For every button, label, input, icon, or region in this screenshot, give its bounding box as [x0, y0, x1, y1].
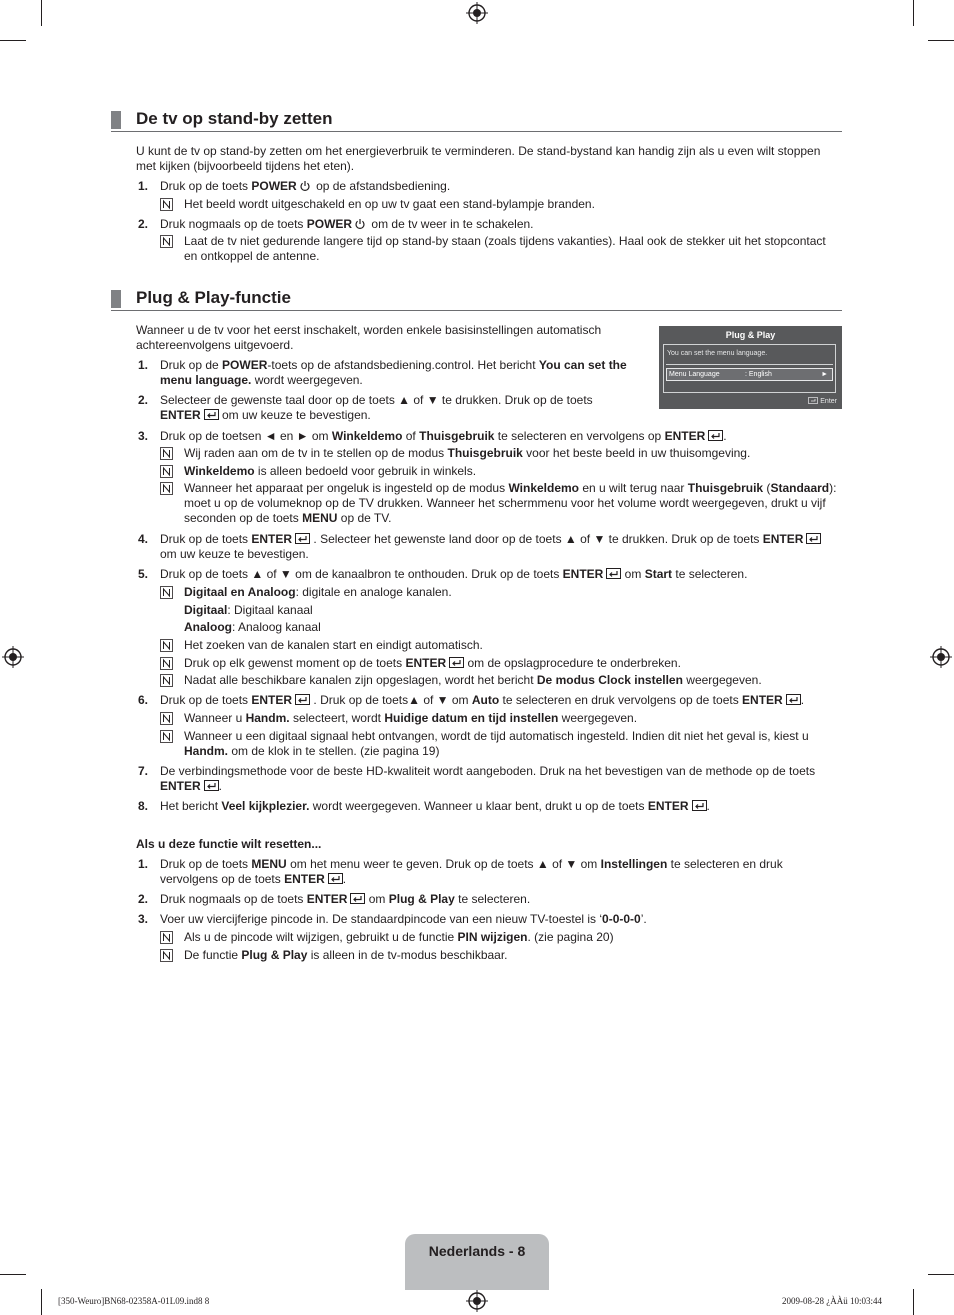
plugplay-step-7 [136, 764, 838, 794]
option-label: Instellingen [600, 857, 668, 871]
key-label: MENU [251, 857, 287, 871]
note-icon [160, 465, 173, 478]
registration-mark-icon [466, 2, 488, 24]
enter-icon [449, 657, 464, 668]
print-slug-left: [350-Weuro]BN68-02358A-01L09.ind8 8 [58, 1296, 210, 1306]
note-text: selecteert, wordt [289, 711, 385, 725]
note-text: : Digitaal kanaal [227, 603, 313, 617]
note-text: om de opslagprocedure te onderbreken. [464, 656, 681, 670]
note-icon [160, 586, 173, 599]
step-text: Selecteer de gewenste taal door op de toets ▲ of ▼ te drukken. Druk op de toets [160, 393, 593, 407]
osd-row-label: Menu Language [669, 371, 720, 378]
crop-mark [913, 0, 914, 26]
osd-box [663, 344, 836, 393]
key-label: ENTER [742, 693, 783, 707]
plugplay-step-6 [136, 693, 838, 708]
note-icon [160, 482, 173, 495]
registration-mark-icon [930, 646, 952, 668]
option-label: Standaard [770, 481, 830, 495]
osd-divider [666, 364, 833, 365]
registration-mark-icon [2, 646, 24, 668]
plugplay-step-4 [136, 532, 838, 562]
note [160, 729, 840, 759]
step-number: 3. [138, 912, 149, 926]
reset-step-3 [136, 912, 838, 927]
key-label: ENTER [251, 532, 293, 546]
plugplay-step-8 [136, 799, 838, 814]
step-text: om [621, 567, 645, 581]
note [160, 930, 840, 945]
enter-icon [708, 430, 723, 441]
registration-mark-icon [466, 1290, 488, 1312]
enter-icon [295, 533, 310, 544]
option-label: Analoog [184, 620, 232, 634]
key-label: ENTER [160, 779, 201, 793]
step-text: te selecteren. [454, 892, 531, 906]
step-text: . Selecteer het gewenste land door op de toets ▲ of ▼ te drukken. Druk op de toets [310, 532, 763, 546]
step-number: 4. [138, 532, 149, 546]
crop-mark [0, 40, 26, 41]
step-number: 2. [138, 217, 149, 231]
note [160, 638, 840, 653]
power-icon [354, 218, 366, 230]
step-number: 6. [138, 693, 149, 707]
step-number: 7. [138, 764, 149, 778]
enter-icon [328, 873, 343, 884]
crop-mark [928, 40, 954, 41]
key-label: ENTER [251, 693, 293, 707]
step-text: -toets op de afstandsbediening.control. Het bericht [267, 358, 539, 372]
step-text: of [402, 429, 420, 443]
message-label: You can set the menu language. [160, 358, 627, 387]
step-text: . [218, 779, 223, 793]
note-text: Als u de pincode wilt wijzigen, gebruikt u de functie [184, 930, 458, 944]
note-text: weergegeven. [558, 711, 638, 725]
option-label: Thuisgebruik [447, 446, 523, 460]
step-text: . [800, 693, 805, 707]
step-text: wordt weergegeven. [251, 373, 363, 387]
osd-title: Plug & Play [725, 330, 776, 340]
crop-mark [41, 1289, 42, 1315]
note-icon [160, 931, 173, 944]
plug-and-play-screen [659, 326, 842, 409]
step-text: . Druk op de toets▲ of ▼ om [310, 693, 472, 707]
step-text: te selecteren en druk vervolgens op de toets [499, 693, 743, 707]
step-text: Druk op de toets [160, 179, 252, 193]
section-title: De tv op stand-by zetten [136, 109, 333, 128]
note-text: voor het beste beeld in uw thuisomgeving. [522, 446, 751, 460]
osd-footer [808, 397, 837, 406]
option-label: Thuisgebruik [687, 481, 764, 495]
note-text: weergegeven. [682, 673, 762, 687]
enter-icon [350, 893, 365, 904]
section-plugplay-header [111, 288, 842, 311]
key-label: ENTER [664, 429, 706, 443]
option-label: Digitaal en Analoog [184, 585, 296, 599]
step-text: wordt weergegeven. Wanneer u klaar bent, drukt u op de toets [309, 799, 648, 813]
crop-mark [913, 1289, 914, 1315]
option-label: Handm. [245, 711, 290, 725]
note-text: Wij raden aan om de tv in te stellen op de modus [184, 446, 448, 460]
note-icon [160, 657, 173, 670]
enter-icon [692, 800, 707, 811]
osd-footer-label: Enter [820, 398, 837, 405]
step-text: Druk op de toets ▲ of ▼ om de kanaalbron te onthouden. Druk op de toets [160, 567, 563, 581]
note-icon [160, 949, 173, 962]
option-label: Winkeldemo [508, 481, 580, 495]
reset-heading: Als u deze functie wilt resetten... [136, 837, 322, 851]
step-text: om uw keuze te bevestigen. [218, 408, 371, 422]
step-text: Druk op de toets [160, 532, 252, 546]
enter-icon [606, 568, 621, 579]
message-label: Veel kijkplezier. [221, 799, 310, 813]
step-text: om uw keuze te bevestigen. [160, 547, 309, 561]
pin-value: 0-0-0-0 [602, 912, 641, 926]
note-icon [160, 730, 173, 743]
note-text: Het zoeken van de kanalen start en eindigt automatisch. [184, 638, 483, 652]
note-icon [160, 674, 173, 687]
step-text: te selecteren en druk vervolgens op de toets [160, 857, 783, 886]
note [160, 585, 840, 600]
note-text: Wanneer u een digitaal signaal hebt ontvangen, wordt de tijd automatisch ingesteld. Indien dit niet het geval is, kiest u [184, 729, 809, 743]
enter-icon [806, 533, 821, 544]
note-text: Wanneer u [184, 711, 246, 725]
message-label: Huidige datum en tijd instellen [384, 711, 559, 725]
step-text: te selecteren. [672, 567, 748, 581]
note [160, 673, 840, 688]
power-key-label: POWER [251, 179, 297, 193]
section-standby-header [111, 109, 842, 132]
note-text: : digitale en analoge kanalen. [295, 585, 452, 599]
option-label: Handm. [184, 744, 229, 758]
step-text: De verbindingsmethode voor de beste HD-kwaliteit wordt aangeboden. Druk na het bevestigen van de methode op de toets [160, 764, 816, 778]
key-label: ENTER [160, 408, 201, 422]
option-label: PIN wijzigen [457, 930, 528, 944]
standby-intro: U kunt de tv op stand-by zetten om het energieverbruik te verminderen. De stand-bystand kan handig zijn als u even wilt stoppen met kijken (bijvoorbeeld tijdens het eten). [136, 144, 821, 173]
option-label: Plug & Play [388, 892, 455, 906]
note-icon [160, 447, 173, 460]
power-key-label: POWER [306, 217, 353, 231]
note-text: . (zie pagina 20) [527, 930, 614, 944]
power-icon [299, 180, 311, 192]
step-text: te selecteren en vervolgens op [494, 429, 665, 443]
step-number: 1. [138, 358, 149, 372]
key-label: ENTER [405, 656, 447, 670]
page-number-label: Nederlands - 8 [428, 1243, 526, 1259]
step-text: . [342, 872, 347, 886]
step-text: . [706, 799, 710, 813]
option-label: Start [644, 567, 673, 581]
enter-icon [786, 694, 801, 705]
section-bar [111, 111, 121, 129]
note [160, 234, 840, 264]
page-number-tab [405, 1234, 549, 1290]
note [160, 711, 840, 726]
enter-icon [204, 780, 219, 791]
reset-step-1 [136, 857, 838, 887]
note [160, 948, 840, 963]
key-label: ENTER [284, 872, 325, 886]
section-bar [111, 290, 121, 308]
note-text: De functie [184, 948, 242, 962]
step-text: . [723, 429, 727, 443]
option-label: Digitaal [184, 603, 228, 617]
note-text: en u wilt terug naar [579, 481, 688, 495]
enter-icon [295, 694, 310, 705]
enter-icon [204, 409, 219, 420]
option-label: Winkeldemo [331, 429, 403, 443]
step-text: Het bericht [160, 799, 222, 813]
note-text: : Analoog kanaal [232, 620, 321, 634]
note-text: Wanneer het apparaat per ongeluk is ingesteld op de modus [184, 481, 509, 495]
key-label: ENTER [306, 892, 348, 906]
option-label: Plug & Play [241, 948, 308, 962]
step-number: 1. [138, 179, 149, 193]
step-text: om [365, 892, 389, 906]
crop-mark [41, 0, 42, 26]
note-text: Het beeld wordt uitgeschakeld en op uw tv gaat een stand-bylampje branden. [184, 197, 595, 211]
enter-icon [808, 397, 818, 404]
note-icon [160, 198, 173, 211]
step-text: op de afstandsbediening. [312, 179, 451, 193]
step-text: om het menu weer te geven. Druk op de toets ▲ of ▼ om [286, 857, 601, 871]
step-text: om de tv weer in te schakelen. [368, 217, 534, 231]
step-text: Druk op de toets [160, 857, 252, 871]
osd-row-value: : English [745, 371, 772, 378]
step-text: Druk nogmaals op de toets [160, 892, 307, 906]
menu-language-row[interactable] [666, 368, 833, 381]
option-label: Thuisgebruik [419, 429, 495, 443]
section-title: Plug & Play-functie [136, 288, 291, 307]
key-label: MENU [302, 511, 338, 525]
note-icon [160, 235, 173, 248]
reset-step-2 [136, 892, 838, 907]
key-label: ENTER [562, 567, 604, 581]
option-label: Winkeldemo [184, 464, 255, 478]
standby-step-2 [136, 217, 838, 232]
step-number: 5. [138, 567, 149, 581]
step-text: Druk op de [160, 358, 223, 372]
step-text: Druk op de toets [160, 693, 252, 707]
crop-mark [928, 1274, 954, 1275]
note-text: op de TV. [337, 511, 392, 525]
note-text: Laat de tv niet gedurende langere tijd op stand-by staan (zoals tijdens vakanties). Haal ook de stekker uit het stopcontact en ontkoppel de antenne. [184, 234, 826, 263]
plugplay-step-2 [136, 393, 636, 423]
chevron-right-icon: ► [821, 371, 828, 378]
key-label: POWER [222, 358, 268, 372]
step-text: Voer uw viercijferige pincode in. De standaardpincode van een nieuw TV-toestel is ‘ [160, 912, 603, 926]
note-text: is alleen bedoeld voor gebruik in winkels. [254, 464, 477, 478]
step-text: Druk nogmaals op de toets [160, 217, 307, 231]
sub-item [184, 603, 313, 618]
note-text: is alleen in de tv-modus beschikbaar. [307, 948, 508, 962]
crop-mark [0, 1274, 26, 1275]
note [160, 464, 840, 479]
option-label: Auto [471, 693, 500, 707]
plugplay-step-3 [136, 429, 838, 444]
message-label: De modus Clock instellen [536, 673, 683, 687]
step-text: Druk op de toetsen ◄ en ► om [160, 429, 332, 443]
step-number: 2. [138, 393, 149, 407]
key-label: ENTER [762, 532, 804, 546]
step-number: 8. [138, 799, 149, 813]
standby-step-1 [136, 179, 838, 194]
osd-message: You can set the menu language. [667, 350, 768, 357]
note-text: ( [763, 481, 771, 495]
key-label: ENTER [647, 799, 689, 813]
note [160, 197, 840, 212]
plugplay-intro: Wanneer u de tv voor het eerst inschakelt, worden enkele basisinstellingen automatisch achtereenvolgens uitgevoerd. [136, 323, 602, 352]
note-text: Nadat alle beschikbare kanalen zijn opgeslagen, wordt het bericht [184, 673, 537, 687]
plugplay-step-5 [136, 567, 838, 582]
note-text: om de klok in te stellen. (zie pagina 19) [228, 744, 440, 758]
step-number: 1. [138, 857, 149, 871]
sub-item [184, 620, 321, 635]
print-slug-right: 2009-08-28 ¿ÀÀü 10:03:44 [782, 1296, 882, 1306]
step-number: 3. [138, 429, 149, 443]
note [160, 446, 840, 461]
step-number: 2. [138, 892, 149, 906]
plugplay-step-1 [136, 358, 636, 388]
note [160, 481, 840, 526]
note-icon [160, 639, 173, 652]
note-icon [160, 712, 173, 725]
note-text: ): moet u op de volumeknop op de TV drukken. Wanneer het schermmenu voor het volume wordt weergegeven, drukt u vijf seconden op de toets [184, 481, 837, 525]
note-text: Druk op elk gewenst moment op de toets [184, 656, 406, 670]
note [160, 656, 840, 671]
step-text: ’. [640, 912, 647, 926]
